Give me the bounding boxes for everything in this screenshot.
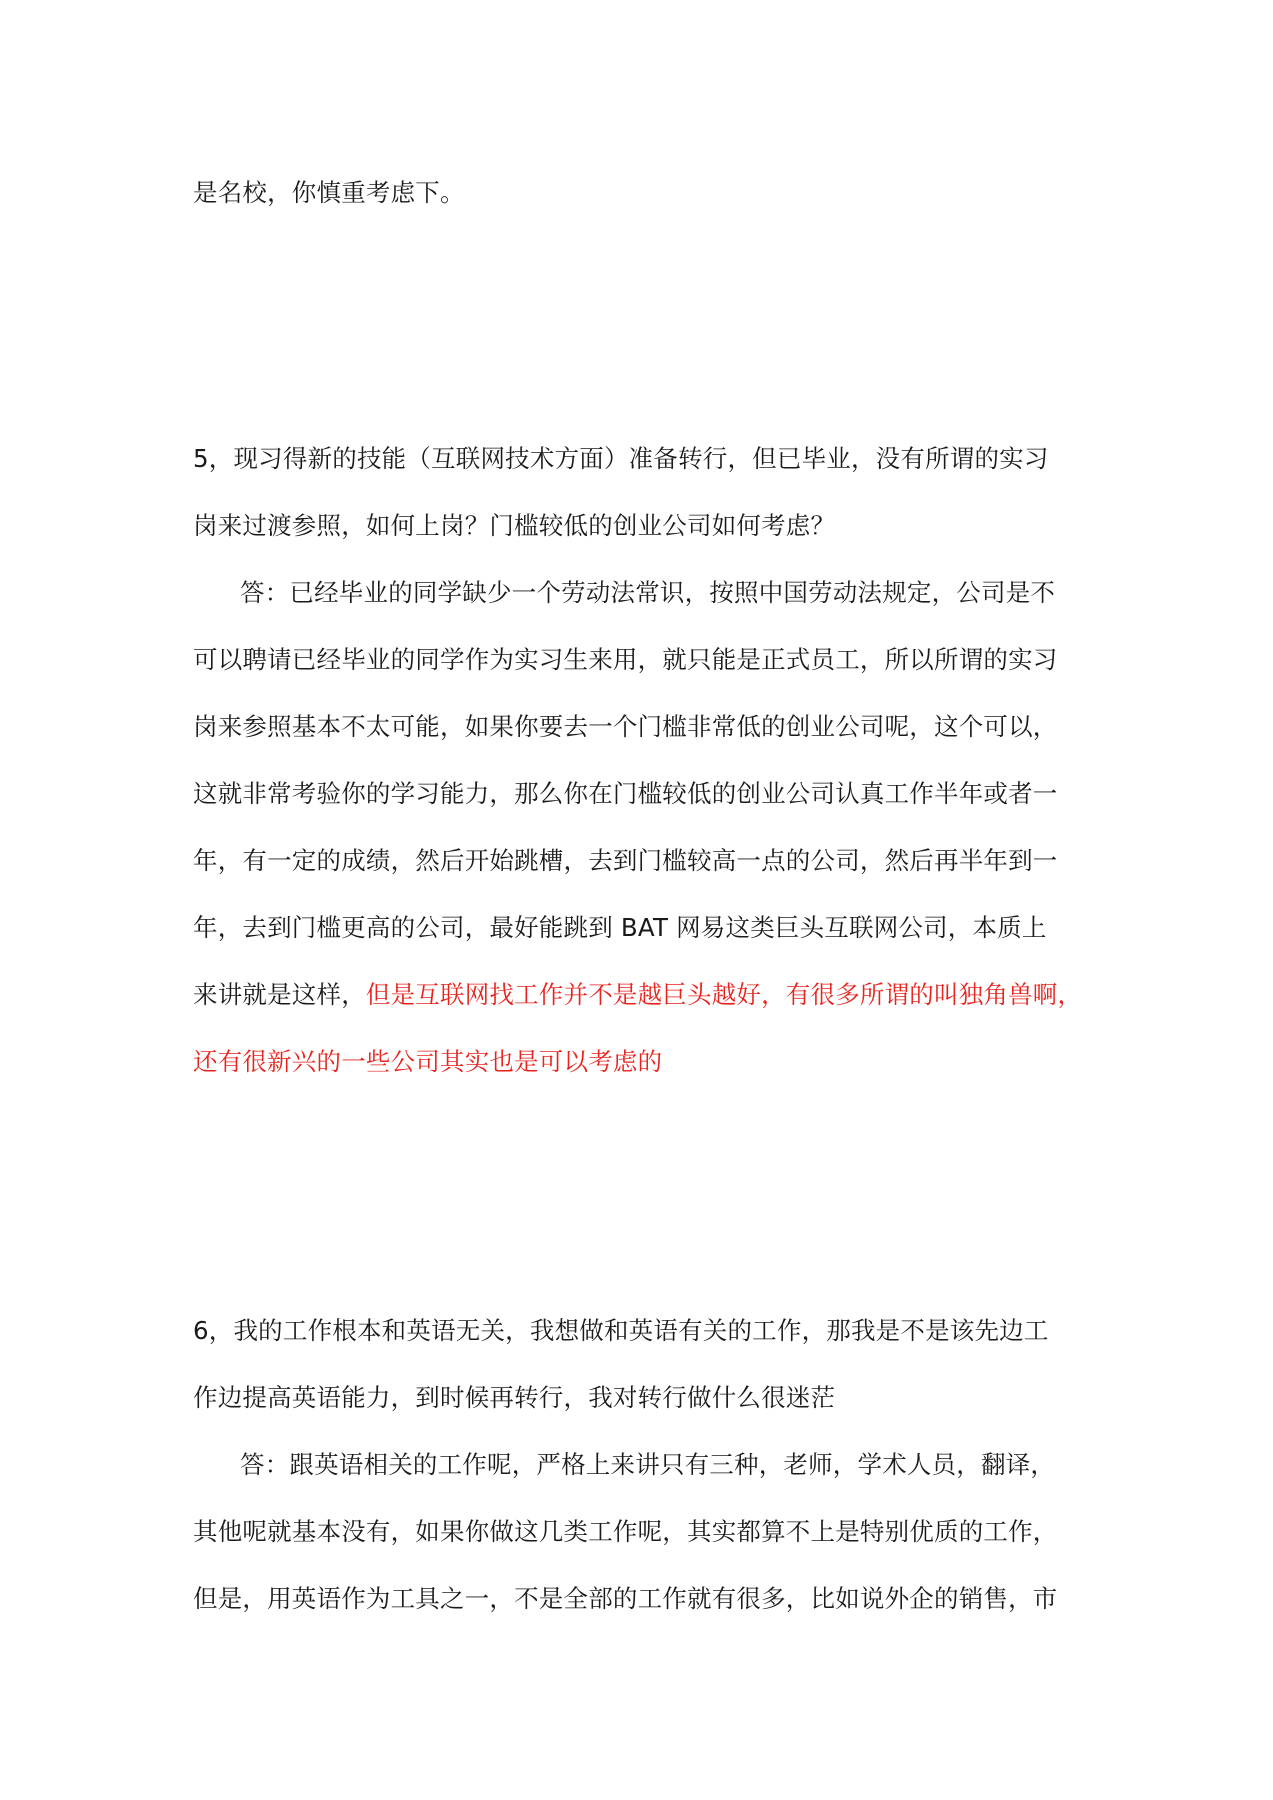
intro-tail-text: 是名校，你慎重考虑下。 <box>193 178 465 207</box>
q6-answer-line-3: 但是，用英语作为工具之一，不是全部的工作就有很多，比如说外企的销售，市 <box>193 1584 1058 1613</box>
q5-question-line-1: 5，现习得新的技能（互联网技术方面）准备转行，但已毕业，没有所谓的实习 <box>193 444 1049 473</box>
q5-answer-line-7-black: 来讲就是这样， <box>193 980 366 1009</box>
q5-answer-highlight-1: 但是互联网找工作并不是越巨头越好，有很多所谓的叫独角兽啊， <box>365 980 1083 1009</box>
q5-answer-line-3: 岗来参照基本不太可能，如果你要去一个门槛非常低的创业公司呢，这个可以， <box>193 712 1058 741</box>
q5-answer-highlight-2: 还有很新兴的一些公司其实也是可以考虑的 <box>193 1047 663 1076</box>
q5-answer-line-4: 这就非常考验你的学习能力，那么你在门槛较低的创业公司认真工作半年或者一 <box>193 779 1058 808</box>
q5-question-line-2: 岗来过渡参照，如何上岗？门槛较低的创业公司如何考虑？ <box>193 511 836 540</box>
q6-answer-line-1: 答：跟英语相关的工作呢，严格上来讲只有三种，老师，学术人员，翻译， <box>240 1450 1056 1479</box>
q6-question-line-1: 6，我的工作根本和英语无关，我想做和英语有关的工作，那我是不是该先边工 <box>193 1316 1049 1345</box>
q5-answer-line-5: 年，有一定的成绩，然后开始跳槽，去到门槛较高一点的公司，然后再半年到一 <box>193 846 1058 875</box>
q5-answer-line-7 <box>193 978 1093 1012</box>
q6-answer-line-2: 其他呢就基本没有，如果你做这几类工作呢，其实都算不上是特别优质的工作， <box>193 1517 1058 1546</box>
q5-answer-line-2: 可以聘请已经毕业的同学作为实习生来用，就只能是正式员工，所以所谓的实习 <box>193 645 1058 674</box>
q5-answer-line-1: 答：已经毕业的同学缺少一个劳动法常识，按照中国劳动法规定，公司是不 <box>240 578 1056 607</box>
q5-answer-line-6: 年，去到门槛更高的公司，最好能跳到 BAT 网易这类巨头互联网公司，本质上 <box>193 913 1047 942</box>
q6-question-line-2: 作边提高英语能力，到时候再转行，我对转行做什么很迷茫 <box>193 1383 836 1412</box>
